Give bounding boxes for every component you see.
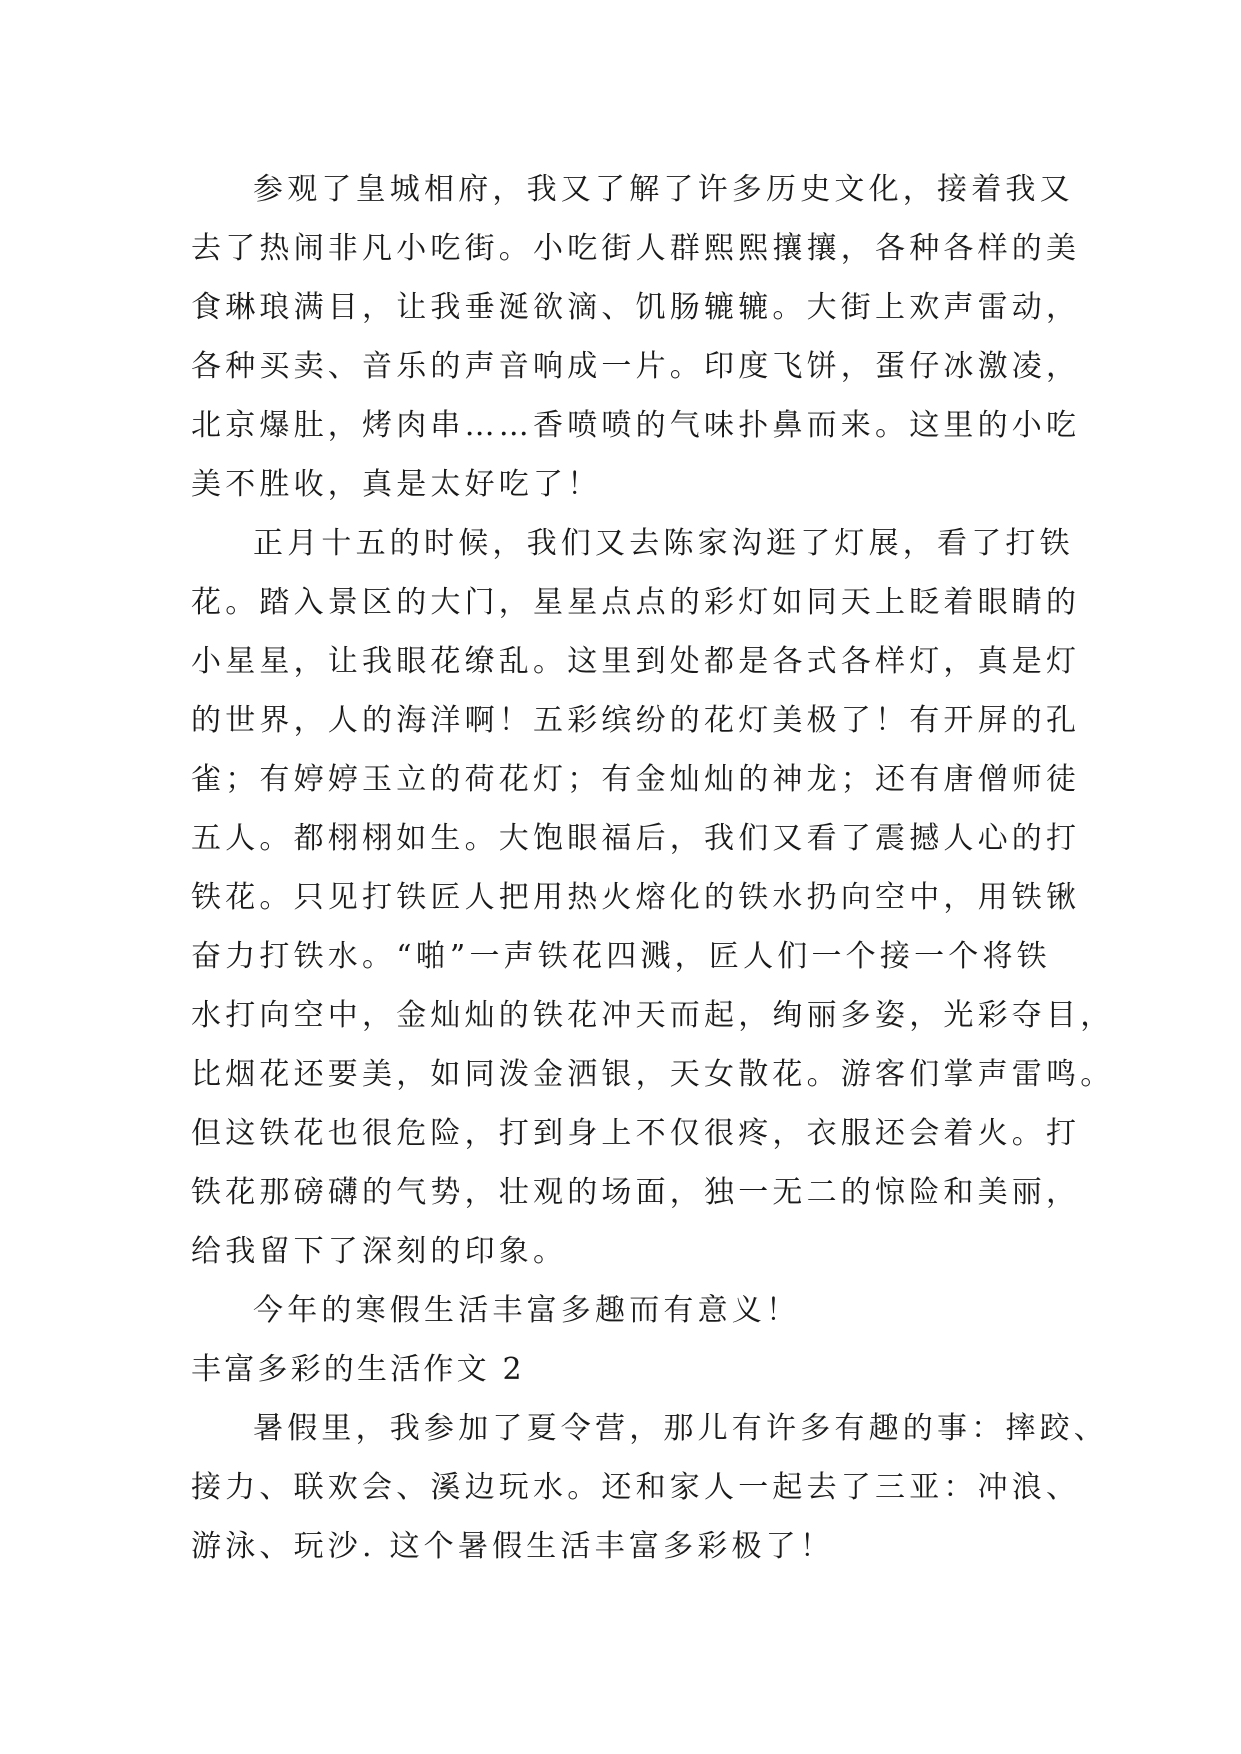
text-line: 参观了皇城相府，我又了解了许多历史文化，接着我又 bbox=[253, 172, 1074, 207]
text-line: 今年的寒假生活丰富多趣而有意义！ bbox=[253, 1293, 801, 1328]
text-line: 正月十五的时候，我们又去陈家沟逛了灯展，看了打铁 bbox=[253, 526, 1074, 561]
text-line: 但这铁花也很危险，打到身上不仅很疼，衣服还会着火。打 bbox=[191, 1116, 1081, 1151]
text-line: 美不胜收，真是太好吃了！ bbox=[191, 467, 602, 502]
section-heading: 丰富多彩的生活作文 2 bbox=[191, 1352, 525, 1387]
text-line: 花。踏入景区的大门，星星点点的彩灯如同天上眨着眼睛的 bbox=[191, 585, 1081, 620]
text-line: 食琳琅满目，让我垂涎欲滴、饥肠辘辘。大街上欢声雷动， bbox=[191, 290, 1081, 325]
text-line: 奋力打铁水。“啪”一声铁花四溅，匠人们一个接一个将铁 bbox=[191, 939, 1051, 974]
text-line: 小星星，让我眼花缭乱。这里到处都是各式各样灯，真是灯 bbox=[191, 644, 1081, 679]
text-line: 给我留下了深刻的印象。 bbox=[191, 1234, 568, 1269]
text-line: 铁花那磅礴的气势，壮观的场面，独一无二的惊险和美丽， bbox=[191, 1175, 1081, 1210]
text-line: 比烟花还要美，如同泼金洒银，天女散花。游客们掌声雷鸣。 bbox=[191, 1057, 1115, 1092]
text-line: 去了热闹非凡小吃街。小吃街人群熙熙攘攘，各种各样的美 bbox=[191, 231, 1081, 266]
text-line: 五人。都栩栩如生。大饱眼福后，我们又看了震撼人心的打 bbox=[191, 821, 1081, 856]
text-line: 暑假里，我参加了夏令营，那儿有许多有趣的事：摔跤、 bbox=[253, 1411, 1108, 1446]
text-line: 接力、联欢会、溪边玩水。还和家人一起去了三亚：冲浪、 bbox=[191, 1470, 1081, 1505]
text-line: 北京爆肚，烤肉串……香喷喷的气味扑鼻而来。这里的小吃 bbox=[191, 408, 1081, 443]
text-line: 铁花。只见打铁匠人把用热火熔化的铁水扔向空中，用铁锹 bbox=[191, 880, 1081, 915]
text-line: 水打向空中，金灿灿的铁花冲天而起，绚丽多姿，光彩夺目， bbox=[191, 998, 1115, 1033]
text-line: 各种买卖、音乐的声音响成一片。印度飞饼，蛋仔冰激凌， bbox=[191, 349, 1081, 384]
text-line: 雀；有婷婷玉立的荷花灯；有金灿灿的神龙；还有唐僧师徒 bbox=[191, 762, 1081, 797]
text-line: 游泳、玩沙. 这个暑假生活丰富多彩极了！ bbox=[191, 1529, 835, 1564]
text-line: 的世界，人的海洋啊！五彩缤纷的花灯美极了！有开屏的孔 bbox=[191, 703, 1081, 738]
